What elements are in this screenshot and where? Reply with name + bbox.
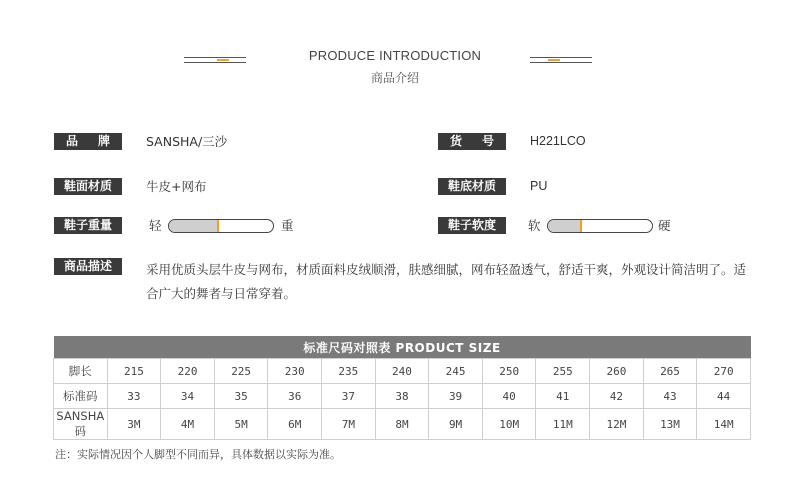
size-cell: 11M [536, 409, 590, 440]
size-cell: 265 [643, 359, 697, 384]
size-cell: 12M [590, 409, 644, 440]
size-cell: 6M [268, 409, 322, 440]
softness-right-text: 硬 [658, 218, 671, 233]
size-cell: 42 [590, 384, 644, 409]
size-cell: 38 [375, 384, 429, 409]
size-cell: 240 [375, 359, 429, 384]
sole-material-label: 鞋底材质 [438, 178, 506, 195]
size-cell: 215 [107, 359, 161, 384]
softness-scale-fill [548, 220, 581, 232]
size-row [54, 409, 751, 440]
size-cell: 220 [161, 359, 215, 384]
size-chart-table [53, 336, 751, 440]
size-cell: 40 [482, 384, 536, 409]
softness-scale-marker [580, 220, 582, 232]
size-cell: 34 [161, 384, 215, 409]
size-cell: 10M [482, 409, 536, 440]
size-cell: 41 [536, 384, 590, 409]
size-cell: 270 [697, 359, 751, 384]
size-row-header: 标准码 [54, 384, 108, 409]
weight-label: 鞋子重量 [54, 217, 122, 234]
size-cell: 245 [429, 359, 483, 384]
weight-scale [168, 219, 274, 233]
size-cell: 3M [107, 409, 161, 440]
size-row-header: SANSHA码 [54, 409, 108, 440]
brand-label: 品 牌 [54, 133, 122, 150]
size-cell: 4M [161, 409, 215, 440]
brand-value: SANSHA/三沙 [146, 134, 228, 149]
weight-scale-marker [217, 220, 219, 232]
softness-left-text: 软 [528, 218, 541, 233]
weight-left-text: 轻 [149, 218, 162, 233]
size-cell: 43 [643, 384, 697, 409]
description-label: 商品描述 [54, 258, 122, 275]
section-title-cn: 商品介绍 [370, 71, 419, 85]
size-cell: 9M [429, 409, 483, 440]
size-row-header: 脚长 [54, 359, 108, 384]
size-cell: 255 [536, 359, 590, 384]
sole-material-value: PU [530, 179, 548, 193]
size-cell: 7M [322, 409, 376, 440]
size-cell: 44 [697, 384, 751, 409]
size-cell: 33 [107, 384, 161, 409]
weight-scale-fill [169, 220, 218, 232]
size-row [54, 384, 751, 409]
size-cell: 8M [375, 409, 429, 440]
item-no-label: 货 号 [438, 133, 506, 150]
size-cell: 37 [322, 384, 376, 409]
size-cell: 14M [697, 409, 751, 440]
item-no-value: H221LCO [530, 134, 586, 148]
size-row [54, 359, 751, 384]
upper-material-value: 牛皮+网布 [146, 179, 207, 194]
softness-scale [547, 219, 653, 233]
softness-label: 鞋子软度 [438, 217, 506, 234]
upper-material-label: 鞋面材质 [54, 178, 122, 195]
size-cell: 35 [214, 384, 268, 409]
size-cell: 5M [214, 409, 268, 440]
size-cell: 39 [429, 384, 483, 409]
size-chart-title: 标准尺码对照表 PRODUCT SIZE [54, 336, 751, 359]
size-cell: 235 [322, 359, 376, 384]
size-cell: 36 [268, 384, 322, 409]
size-note: 注：实际情况因个人脚型不同而异，具体数据以实际为准。 [55, 448, 341, 461]
section-title-en: PRODUCE INTRODUCTION [308, 48, 482, 63]
size-cell: 250 [482, 359, 536, 384]
size-cell: 225 [214, 359, 268, 384]
size-cell: 260 [590, 359, 644, 384]
description-text: 采用优质头层牛皮与网布，材质面料皮绒顺滑，肤感细腻，网布轻盈透气，舒适干爽，外观设计简洁明了。适合广大的舞者与日常穿着。 [146, 262, 747, 301]
weight-right-text: 重 [281, 218, 294, 233]
size-cell: 13M [643, 409, 697, 440]
size-cell: 230 [268, 359, 322, 384]
